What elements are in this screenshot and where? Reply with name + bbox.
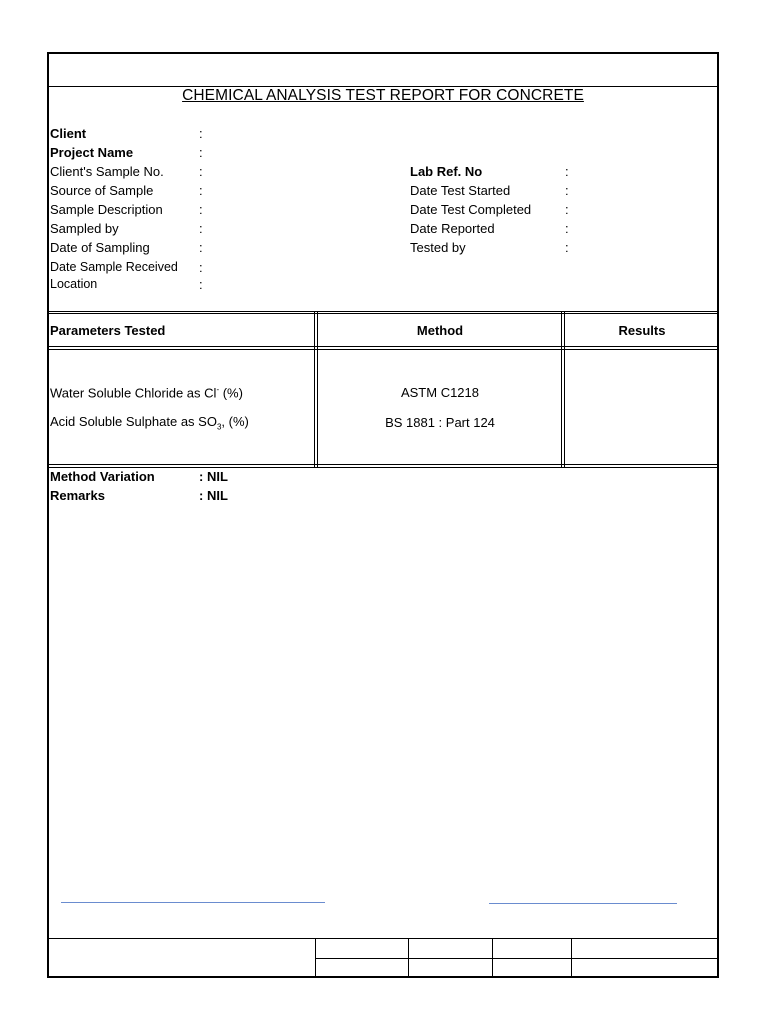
header-parameters-tested: Parameters Tested <box>50 323 166 338</box>
field-sample-description-sep: : <box>199 202 203 217</box>
field-date-of-sampling-sep: : <box>199 240 203 255</box>
table-top-border <box>49 311 717 312</box>
remarks-value: : NIL <box>199 488 228 503</box>
field-project-name-label: Project Name <box>50 145 134 160</box>
footer-grid-col-4 <box>571 938 572 978</box>
table-top-border-double <box>49 313 717 314</box>
field-date-of-sampling-label: Date of Sampling <box>50 240 150 255</box>
footer-grid-col-3 <box>492 938 493 978</box>
field-client-label: Client <box>50 126 87 141</box>
field-lab-ref-no-label: Lab Ref. No <box>410 164 483 179</box>
field-date-reported-label: Date Reported <box>410 221 495 236</box>
field-location-label: Location <box>50 277 98 291</box>
field-client-sample-no-sep: : <box>199 164 203 179</box>
method-variation-label: Method Variation <box>50 469 155 484</box>
field-tested-by-sep: : <box>565 240 569 255</box>
table-row-sulphate-method: BS 1881 : Part 124 <box>385 415 495 430</box>
table-header-bottom-border <box>49 346 717 347</box>
field-location-sep: : <box>199 277 203 292</box>
report-title: CHEMICAL ANALYSIS TEST REPORT FOR CONCRETE <box>182 87 584 104</box>
field-lab-ref-no-sep: : <box>565 164 569 179</box>
field-tested-by-label: Tested by <box>410 240 466 255</box>
field-sample-description-label: Sample Description <box>50 202 163 217</box>
field-date-reported-sep: : <box>565 221 569 236</box>
table-row-sulphate-parameter: Acid Soluble Sulphate as $SO_3$, (%) <box>50 414 249 432</box>
table-bottom-border <box>49 464 717 465</box>
table-row-chloride-method: ASTM C1218 <box>400 385 480 400</box>
remarks-label: Remarks <box>50 488 105 503</box>
field-date-sample-received-sep: : <box>199 260 203 275</box>
table-bottom-border-double <box>49 467 717 468</box>
footer-grid-top-border <box>49 938 717 939</box>
signature-line-left <box>61 902 325 903</box>
footer-grid-col-1 <box>315 938 316 978</box>
footer-grid-middle-line <box>316 958 717 959</box>
footer-grid-col-2 <box>408 938 409 978</box>
header-results: Results <box>618 323 666 338</box>
field-source-of-sample-sep: : <box>199 183 203 198</box>
report-frame <box>47 52 719 978</box>
method-variation-value: : NIL <box>199 469 228 484</box>
field-date-test-completed-label: Date Test Completed <box>410 202 532 217</box>
field-date-sample-received-label: Date Sample Received <box>50 260 178 274</box>
field-project-name-sep: : <box>199 145 203 160</box>
field-sampled-by-label: Sampled by <box>50 221 119 236</box>
field-client-sample-no-label: Client's Sample No. <box>50 164 164 179</box>
field-date-test-started-label: Date Test Started <box>410 183 511 198</box>
field-sampled-by-sep: : <box>199 221 203 236</box>
table-row-chloride-parameter: Water Soluble Chloride as Cl- (%) <box>50 385 243 401</box>
field-source-of-sample-label: Source of Sample <box>50 183 154 198</box>
signature-line-right <box>489 903 677 904</box>
field-date-test-completed-sep: : <box>565 202 569 217</box>
field-client-sep: : <box>199 126 203 141</box>
table-header-bottom-border-double <box>49 349 717 350</box>
field-date-test-started-sep: : <box>565 183 569 198</box>
table-col-divider-1 <box>314 312 315 467</box>
header-method: Method <box>416 323 464 338</box>
